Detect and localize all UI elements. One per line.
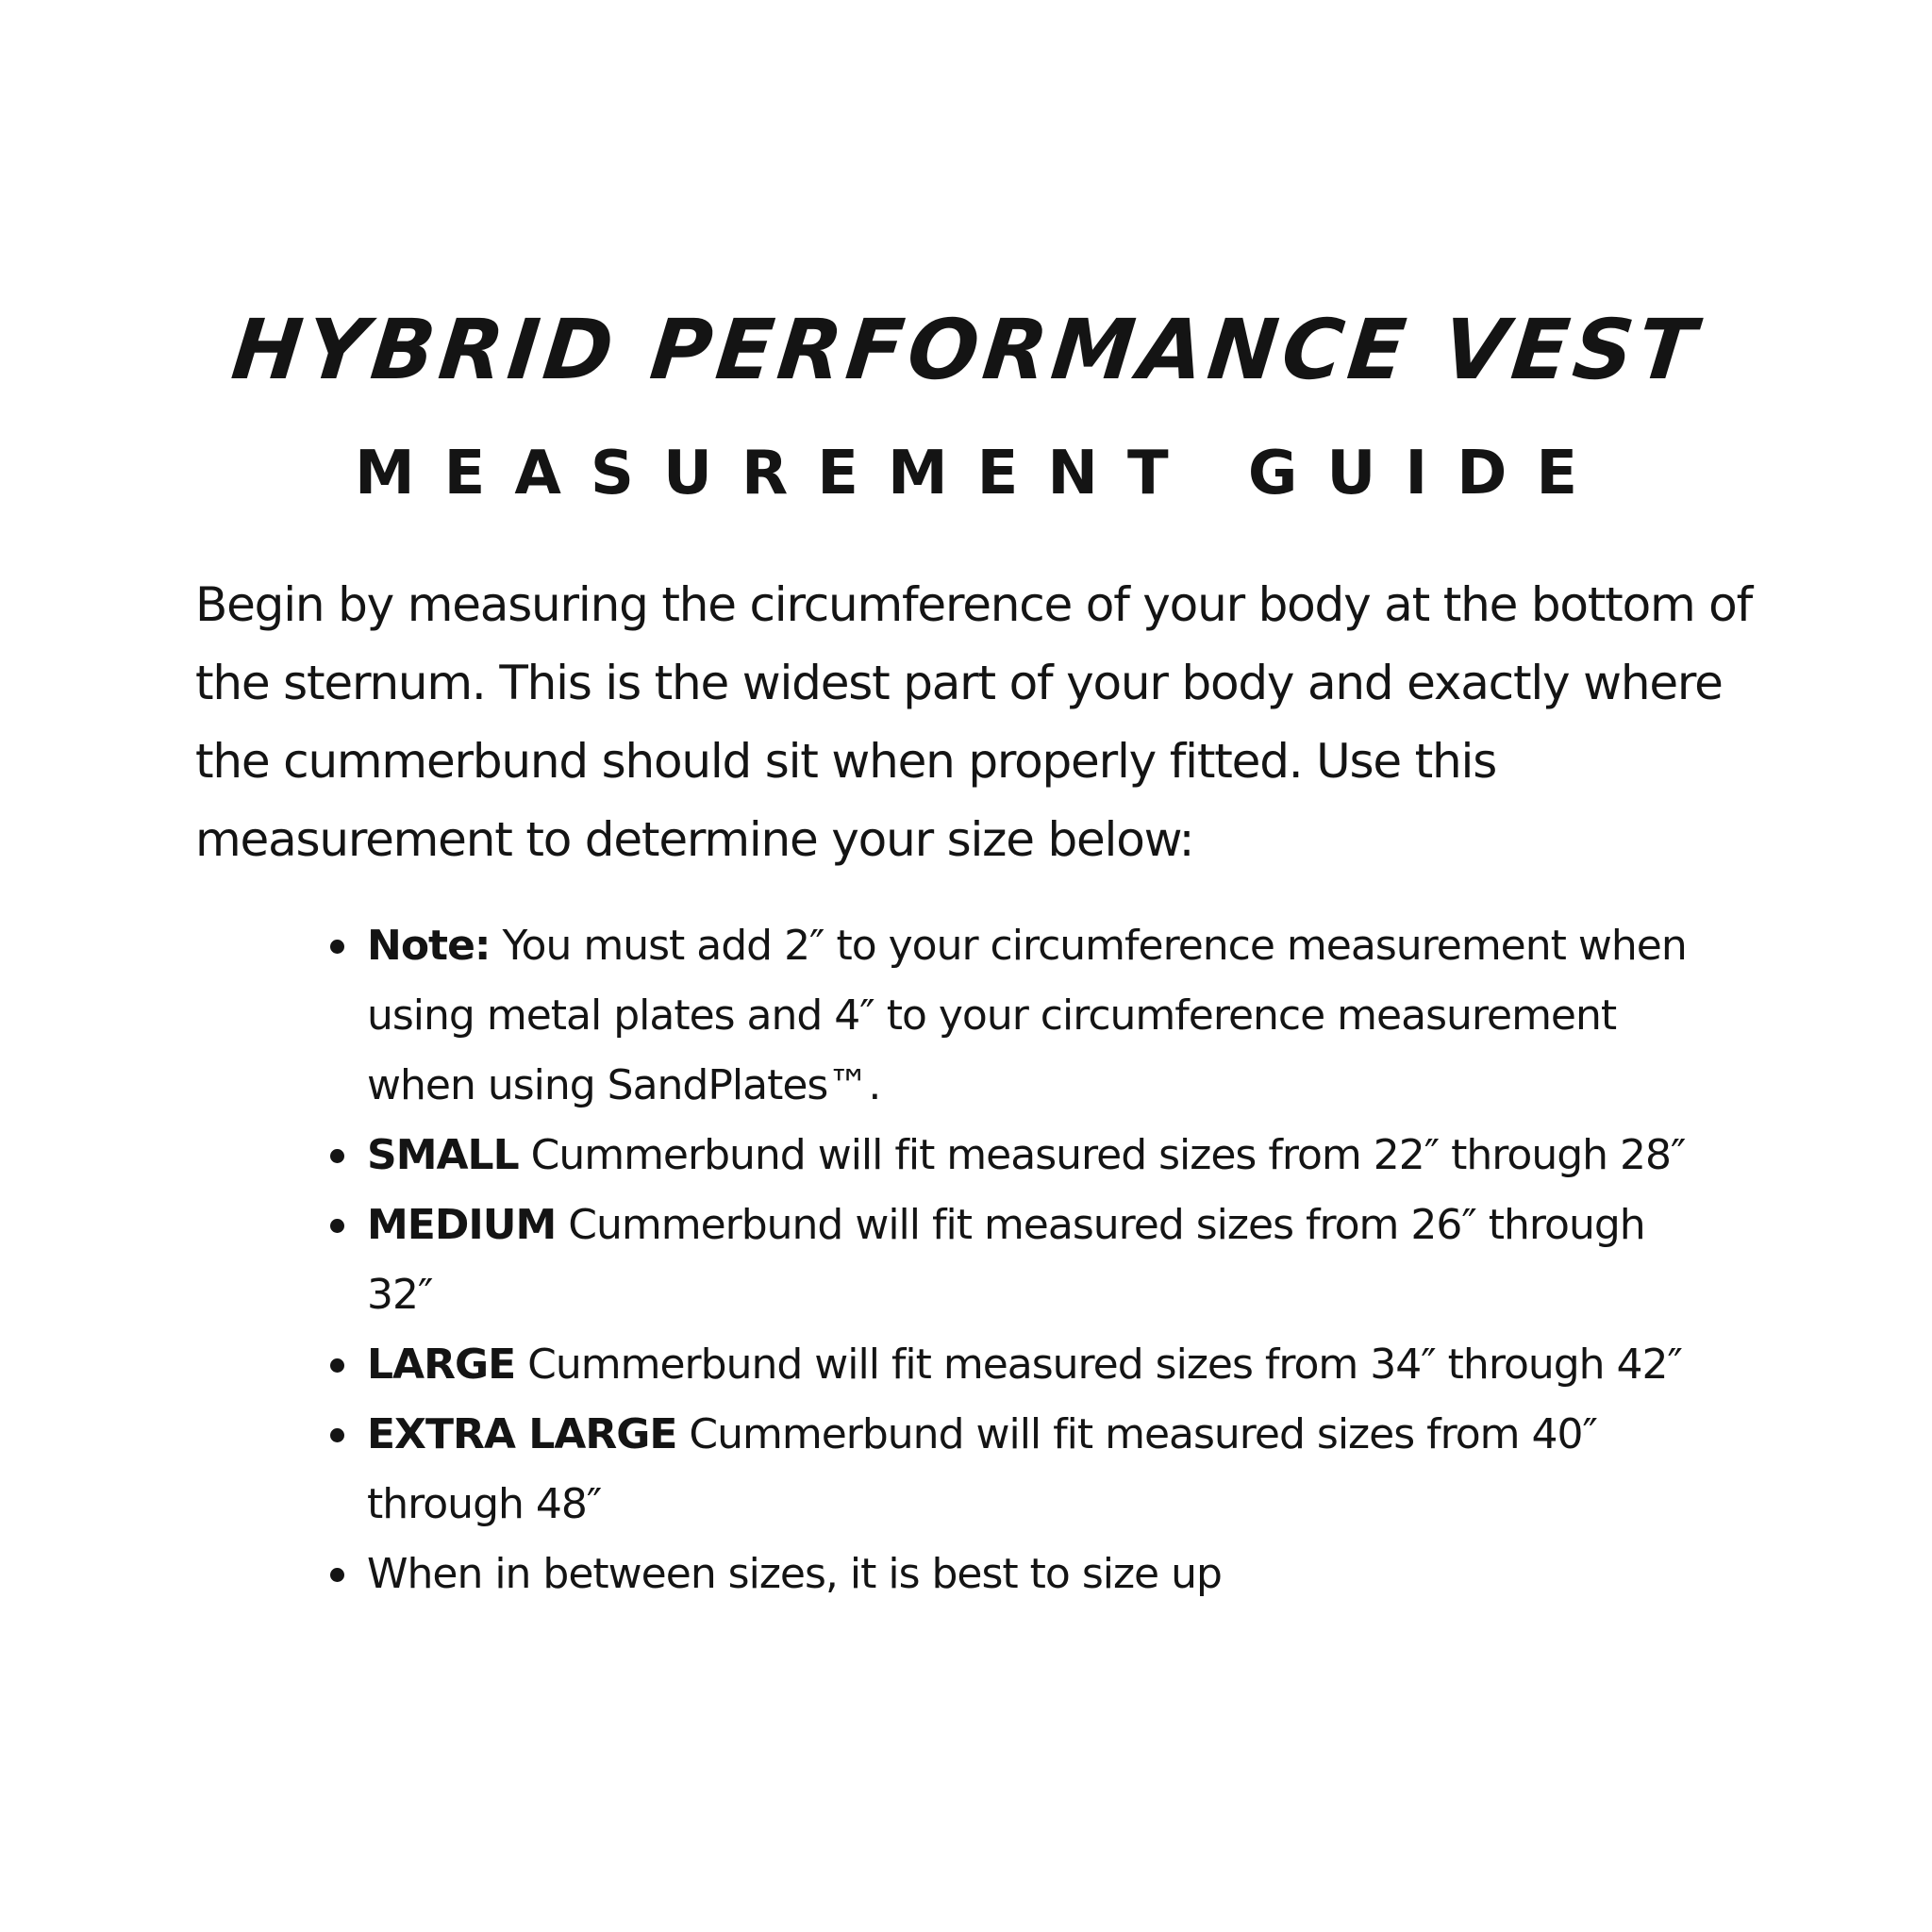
bullet-icon bbox=[325, 1400, 354, 1470]
list-item-large bbox=[322, 1330, 1699, 1400]
page-title: HYBRID PERFORMANCE VEST bbox=[227, 301, 1705, 398]
item-text: Cummerbund will fit measured sizes from 34″ through 42″ bbox=[515, 1341, 1682, 1389]
item-lead: MEDIUM bbox=[367, 1201, 557, 1249]
bullet-icon bbox=[325, 1330, 354, 1400]
size-list bbox=[322, 911, 1699, 1609]
list-item-note bbox=[322, 911, 1699, 1121]
intro-paragraph: Begin by measuring the circumference of your body at the bottom of the sternum. This is the widest part of your body and exactly where the cummerbund should sit when properly fitted. Use this measurement to determine your size below: bbox=[195, 577, 1752, 867]
item-text: When in between sizes, it is best to size up bbox=[367, 1550, 1222, 1598]
item-text: Cummerbund will fit measured sizes from 40″ through 48″ bbox=[367, 1410, 1597, 1528]
item-lead: EXTRA LARGE bbox=[367, 1410, 677, 1458]
item-text: You must add 2″ to your circumference measurement when using metal plates and 4″ to your circumference measurement when using SandPlates™. bbox=[367, 922, 1687, 1109]
list-item-size-up bbox=[322, 1540, 1699, 1609]
item-text: Cummerbund will fit measured sizes from 26″ through 32″ bbox=[367, 1201, 1645, 1319]
list-item-small bbox=[322, 1121, 1699, 1191]
bullet-icon bbox=[325, 911, 354, 981]
page-subtitle: MEASUREMENT GUIDE bbox=[354, 439, 1607, 508]
list-item-extra-large bbox=[322, 1400, 1699, 1540]
bullet-icon bbox=[325, 1121, 354, 1191]
bullet-icon bbox=[325, 1191, 354, 1260]
item-text: Cummerbund will fit measured sizes from 22″ through 28″ bbox=[518, 1131, 1686, 1179]
item-lead: Note: bbox=[367, 922, 491, 970]
item-lead: LARGE bbox=[367, 1341, 516, 1389]
bullet-icon bbox=[325, 1540, 354, 1609]
item-lead: SMALL bbox=[367, 1131, 519, 1179]
list-item-medium bbox=[322, 1191, 1699, 1330]
